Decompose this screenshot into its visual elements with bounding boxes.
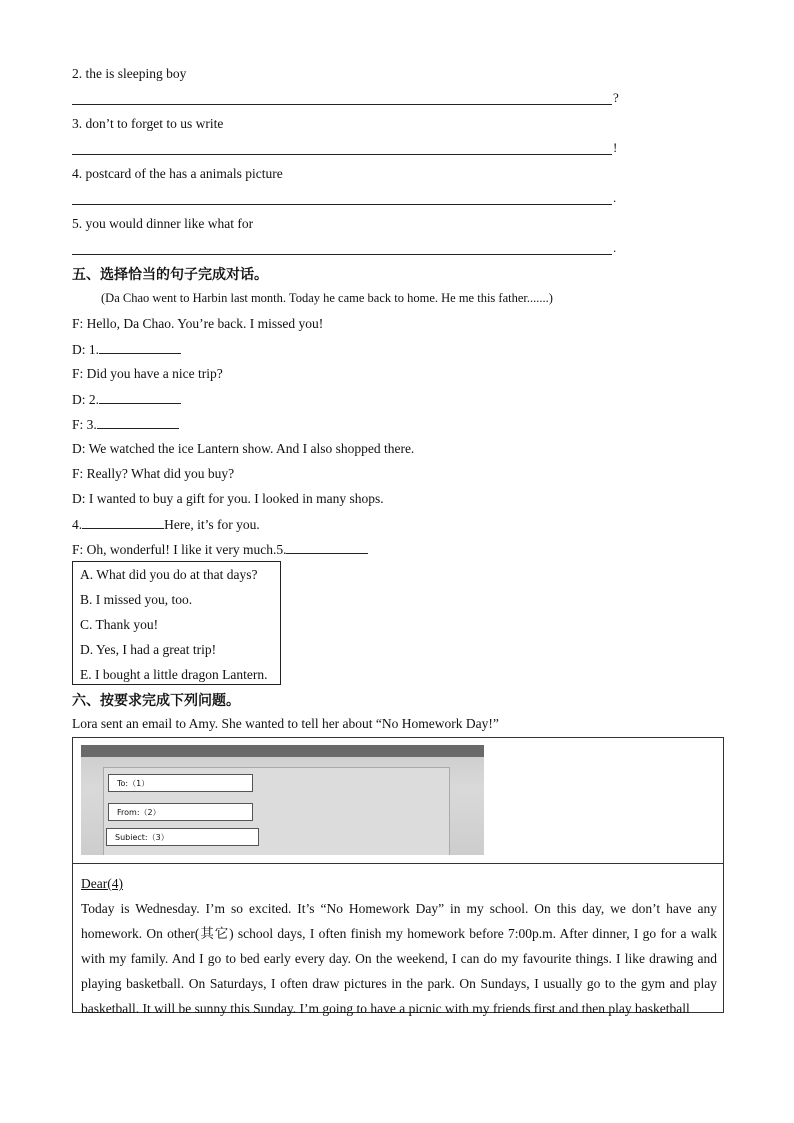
from-field[interactable]: From:（2）: [108, 803, 253, 821]
dialogue-line: [72, 416, 179, 433]
dialogue-line: [72, 316, 323, 332]
reorder-prompt-5: 5. you would dinner like what for: [72, 216, 254, 231]
to-field[interactable]: To:（1）: [108, 774, 253, 792]
option-e: E. I bought a little dragon Lantern.: [80, 667, 268, 682]
answer-end-punct-2: ?: [613, 90, 619, 105]
options-box: [72, 561, 281, 685]
answer-blank-5[interactable]: [286, 541, 368, 554]
email-letter: [81, 871, 717, 1021]
answer-blank-2[interactable]: [99, 391, 181, 404]
email-header-photo: [81, 745, 484, 855]
dialogue-text: D: I wanted to buy a gift for you. I looked in many shops.: [72, 491, 384, 506]
email-intro: Lora sent an email to Amy. She wanted to tell her about “No Homework Day!”: [72, 716, 499, 731]
answer-end-punct-4: .: [613, 190, 617, 205]
dialogue-line: [72, 516, 260, 533]
email-salutation: Dear(4): [81, 876, 123, 891]
email-box: [72, 737, 724, 1016]
dialogue-line: [72, 341, 181, 358]
answer-line-2[interactable]: [72, 104, 612, 105]
dialogue-text: D: 2.: [72, 392, 99, 407]
dialogue-text: F: 3.: [72, 417, 97, 432]
dialogue-line: [72, 441, 414, 457]
dialogue-text-after: Here, it’s for you.: [164, 517, 260, 532]
email-body: Today is Wednesday. I’m so excited. It’s “No Homework Day” in my school. On this day, we don’t have any homework. On other(其它) school days, I often finish my homework before 7:00p.m. After dinner, I go for a walk with my family. And I go to bed early every day. On the weekend, I can do my favourite things. I like drawing and playing basketball. On Saturdays, I often draw pictures in the park. On Sundays, I usually go to the gym and play basketball. It will be sunny this Sunday. I’m going to have a picnic with my friends first and then play basketball: [81, 901, 717, 1016]
reorder-prompt-2: 2. the is sleeping boy: [72, 66, 187, 81]
dialogue-line: [72, 541, 368, 558]
answer-line-4[interactable]: [72, 204, 612, 205]
subject-field[interactable]: Subiect:（3）: [106, 828, 259, 846]
dialogue-text: F: Did you have a nice trip?: [72, 366, 223, 381]
dialogue-text: F: Hello, Da Chao. You’re back. I missed you!: [72, 316, 324, 331]
answer-blank-3[interactable]: [97, 416, 179, 429]
option-d: D. Yes, I had a great trip!: [80, 642, 217, 657]
section-six-heading: 六、按要求完成下列问题。: [72, 693, 240, 709]
dialogue-intro: (Da Chao went to Harbin last month. Today he came back to home. He me this father.......): [101, 291, 553, 305]
reorder-prompt-3: 3. don’t to forget to us write: [72, 116, 224, 131]
dialogue-text: F: Really? What did you buy?: [72, 466, 235, 481]
email-divider: [73, 863, 723, 864]
option-a: A. What did you do at that days?: [80, 567, 258, 582]
dialogue-text: 4.: [72, 517, 83, 532]
answer-blank-4[interactable]: [82, 516, 164, 529]
photo-top-bar: [81, 745, 484, 757]
dialogue-line: [72, 491, 384, 507]
option-c: C. Thank you!: [80, 617, 159, 632]
dialogue-text: D: 1.: [72, 342, 99, 357]
dialogue-line: [72, 466, 234, 482]
option-b: B. I missed you, too.: [80, 592, 193, 607]
dialogue-line: [72, 391, 181, 408]
section-five-heading: 五、选择恰当的句子完成对话。: [72, 267, 268, 283]
answer-end-punct-5: .: [613, 240, 617, 255]
answer-end-punct-3: !: [613, 140, 618, 155]
answer-line-3[interactable]: [72, 154, 612, 155]
dialogue-text: F: Oh, wonderful! I like it very much.5.: [72, 542, 287, 557]
answer-blank-1[interactable]: [99, 341, 181, 354]
dialogue-line: [72, 366, 223, 382]
answer-line-5[interactable]: [72, 254, 612, 255]
reorder-prompt-4: 4. postcard of the has a animals picture: [72, 166, 283, 181]
dialogue-text: D: We watched the ice Lantern show. And I also shopped there.: [72, 441, 415, 456]
